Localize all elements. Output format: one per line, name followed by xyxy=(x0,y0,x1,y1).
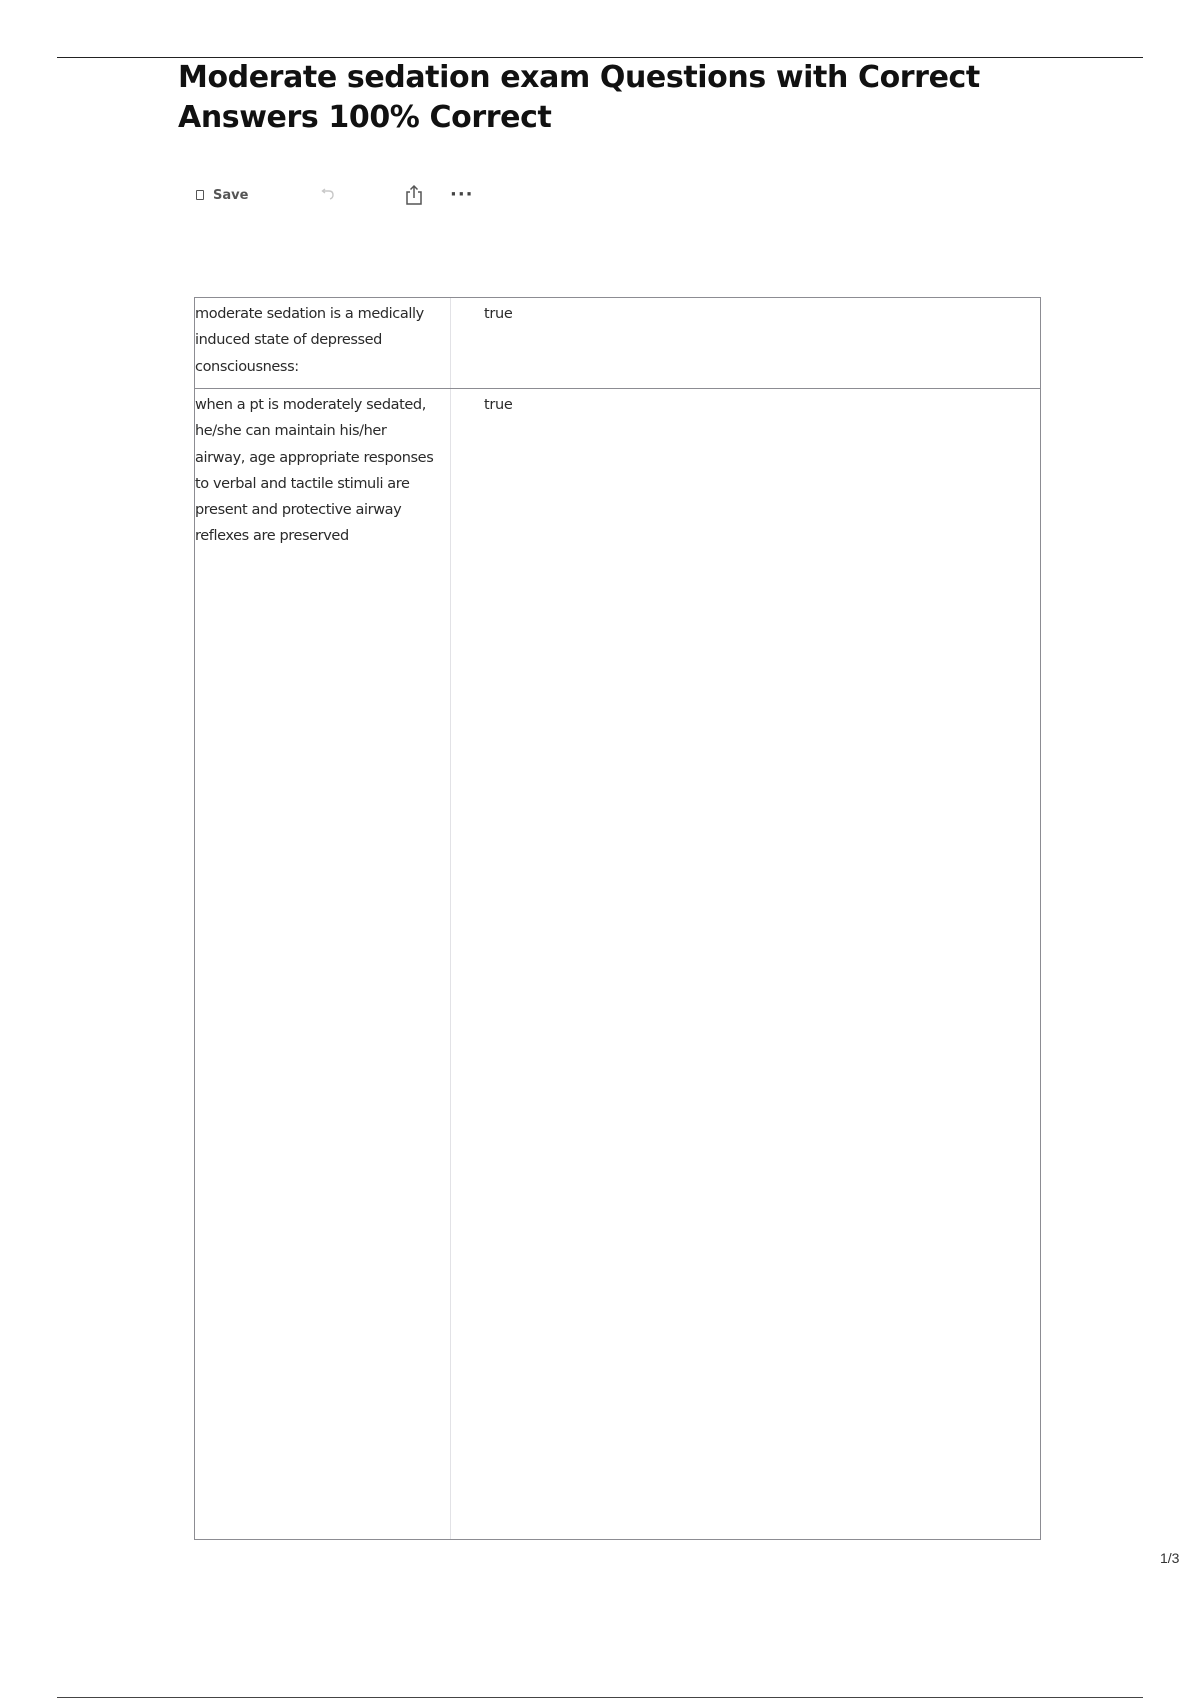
ellipsis-icon: ··· xyxy=(450,184,474,205)
more-options-button[interactable] xyxy=(450,180,474,210)
table-row xyxy=(195,298,1040,389)
question-text: when a pt is moderately sedated, he/she can maintain his/her airway, age appropriate responses to verbal and tactile stimuli are present and protective airway reflexes are preserved xyxy=(195,397,434,545)
save-button[interactable] xyxy=(196,180,248,210)
bottom-rule xyxy=(57,1697,1143,1698)
save-label: Save xyxy=(213,187,249,203)
undo-icon xyxy=(320,188,336,202)
answer-text: true xyxy=(484,397,513,413)
qa-table xyxy=(194,297,1041,1540)
question-text: moderate sedation is a medically induced state of depressed consciousness: xyxy=(195,306,424,375)
share-icon xyxy=(404,184,424,206)
page-title: Moderate sedation exam Questions with Correct Answers 100% Correct xyxy=(178,60,980,135)
table-row xyxy=(195,389,1040,1539)
share-button[interactable] xyxy=(404,180,424,210)
answer-text: true xyxy=(484,306,513,322)
page-number: 1/3 xyxy=(1160,1550,1180,1566)
undo-button[interactable] xyxy=(320,180,336,210)
checkbox-icon xyxy=(196,190,204,200)
document-toolbar xyxy=(196,180,496,210)
